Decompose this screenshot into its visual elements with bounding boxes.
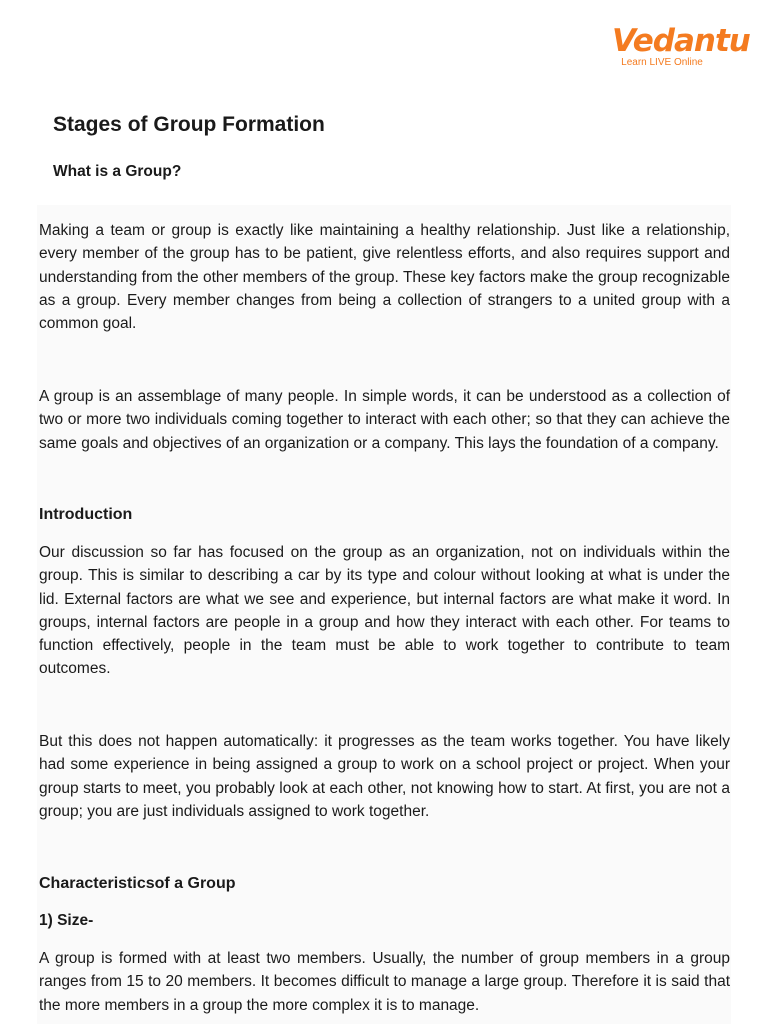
logo-wordmark: Vedantu — [612, 23, 750, 59]
paragraph-team-progress: But this does not happen automatically: it progresses as the team works together. You have likely had some experience in being assigned a group to work on a school project or project. When your group starts to meet, you probably look at each other, not knowing how to start. At first, you are not a group; you are just individuals assigned to work together. — [39, 733, 730, 820]
introduction-heading: Introduction — [39, 506, 133, 523]
logo-tagline: Learn LIVE Online — [621, 57, 703, 68]
paragraph-group-definition: A group is an assemblage of many people. In simple words, it can be understood as a collection of two or more two individuals coming together to interact with each other; so that they can achieve the same goals and objectives of an organization or a company. This lays the foundation of a company. — [39, 388, 730, 452]
page-title: Stages of Group Formation — [53, 113, 325, 136]
vedantu-logo — [612, 23, 750, 68]
paragraph-group-relationship: Making a team or group is exactly like maintaining a healthy relationship. Just like a relationship, every member of the group has to be patient, give relentless efforts, and also requires support and understanding from the other members of the group. These key factors make the group recognizable as a group. Every member changes from being a collection of strangers to a united group with a common goal. — [39, 222, 730, 333]
characteristics-heading: Characteristicsof a Group — [39, 875, 236, 892]
paragraph-introduction: Our discussion so far has focused on the group as an organization, not on individuals within the group. This is similar to describing a car by its type and colour without looking at what is under the lid. External factors are what we see and experience, but internal factors are what make it word. In groups, internal factors are people in a group and how they interact with each other. For teams to function effectively, people in the team must be able to work together to contribute to team outcomes. — [39, 544, 730, 678]
paragraph-size: A group is formed with at least two members. Usually, the number of group members in a group ranges from 15 to 20 members. It becomes difficult to manage a large group. Therefore it is said that the more members in a group the more complex it is to manage. — [39, 950, 730, 1014]
what-is-group-heading: What is a Group? — [53, 163, 182, 180]
size-heading: 1) Size- — [39, 912, 94, 929]
